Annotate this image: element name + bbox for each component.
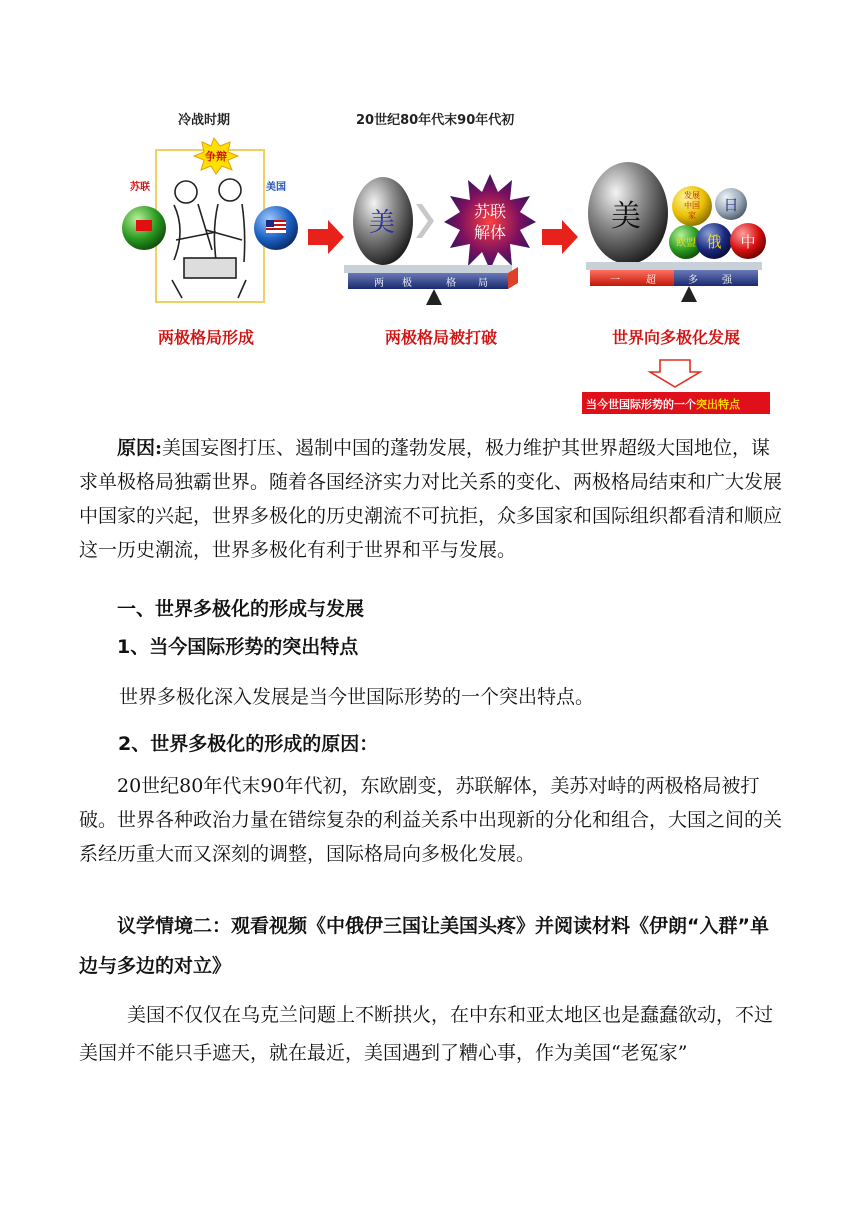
panel2-caption: 两极格局被打破 [384,328,498,347]
panel-multipolar [582,162,770,414]
dispute-label: 争辩 [205,150,227,163]
banner-text-b: 突出特点 [696,398,740,411]
japan-ball-label: 日 [723,196,739,214]
ussr-dissolution-burst [444,174,536,270]
usa-flag-icon [266,220,286,233]
panel-bipolar-broken [344,112,536,347]
panel2-caption-top: 20世纪80年代末90年代初 [356,113,515,128]
panel1-caption: 两极格局形成 [157,328,255,347]
sub-heading-1: 1、当今国际形势的突出特点 [117,636,359,658]
dev-label-3: 家 [688,211,696,220]
panel-cold-war [122,112,298,347]
sub-heading-2: 2、世界多极化的形成的原因： [118,733,379,755]
banner-text-a: 当今世国际形势的一个 [586,398,696,411]
eu-ball-label: 欧盟 [676,238,696,249]
arrow-right-icon [308,220,344,254]
scene2-heading: 议学情境二：观看视频《中俄伊三国让美国头疼》并阅读材料《伊朗“入群”单边与多边的对立》 [79,915,769,977]
ussr-ball-label-1: 苏联 [473,202,507,221]
bar-label-1: 两 [374,278,384,289]
china-flag-icon [136,220,152,231]
section-heading-1: 一、世界多极化的形成与发展 [117,598,365,620]
svg-text:当今世国际形势的一个突出特点 [586,397,741,411]
bar-top [344,265,512,273]
dev-label-2: 中国 [684,201,700,210]
multipolarity-figure [116,100,784,418]
us-ball-label: 美 [368,208,396,238]
panel3-caption: 世界向多极化发展 [611,328,741,347]
bar3-label-2: 超 [646,275,656,286]
chevron-right-icon [416,204,434,238]
usa-label: 美国 [266,182,286,193]
balance-bar-right [674,270,758,286]
bar-label-3: 格 [446,278,456,289]
ussr-ball-label-2: 解体 [473,223,507,242]
reason-label: 原因: [117,437,163,459]
cartoon-frame [156,150,264,302]
russia-ball-label: 俄 [706,233,722,251]
us-big-ball-label: 美 [611,199,641,234]
bar3-label-3: 多 [688,275,698,286]
fulcrum-icon [426,289,442,305]
bar-label-2: 极 [402,278,412,289]
sub2-paragraph: 20世纪80年代末90年代初，东欧剧变，苏联解体，美苏对峙的两极格局被打破。世界各种政治力量在错综复杂的利益关系中出现新的分化和组合，大国之间的关系经历重大而又深刻的调整，国际格局向多极化发展。 [79,775,783,865]
panel1-caption-top: 冷战时期 [178,113,231,128]
bar3-top [586,262,762,270]
reason-text: 美国妄图打压、遏制中国的蓬勃发展，极力维护其世界超级大国地位，谋求单极格局独霸世界。随着各国经济实力对比关系的变化、两极格局结束和广大发展中国家的兴起，世界多极化的历史潮流不可抗拒，众多国家和国际组织都看清和顺应这一历史潮流，世界多极化有利于世界和平与发展。 [79,437,783,561]
china-ball-label: 中 [740,233,756,251]
dev-label-1: 发展 [684,191,700,200]
bar3-label-4: 强 [722,275,732,286]
balance-bar-left [590,270,674,286]
reason-paragraph [79,431,785,567]
arrow-right-icon [542,220,578,254]
arrow-down-icon [650,360,700,387]
ussr-label: 苏联 [130,182,150,193]
scene2-paragraph: 美国不仅仅在乌克兰问题上不断拱火，在中东和亚太地区也是蠢蠢欲动，不过美国并不能只手遮天，就在最近，美国遇到了糟心事，作为美国“老冤家” [79,1004,774,1064]
fulcrum-icon [681,286,697,302]
bar-label-4: 局 [478,278,488,289]
sub1-text: 世界多极化深入发展是当今世国际形势的一个突出特点。 [119,686,595,708]
bar3-label-1: 一 [610,275,620,286]
